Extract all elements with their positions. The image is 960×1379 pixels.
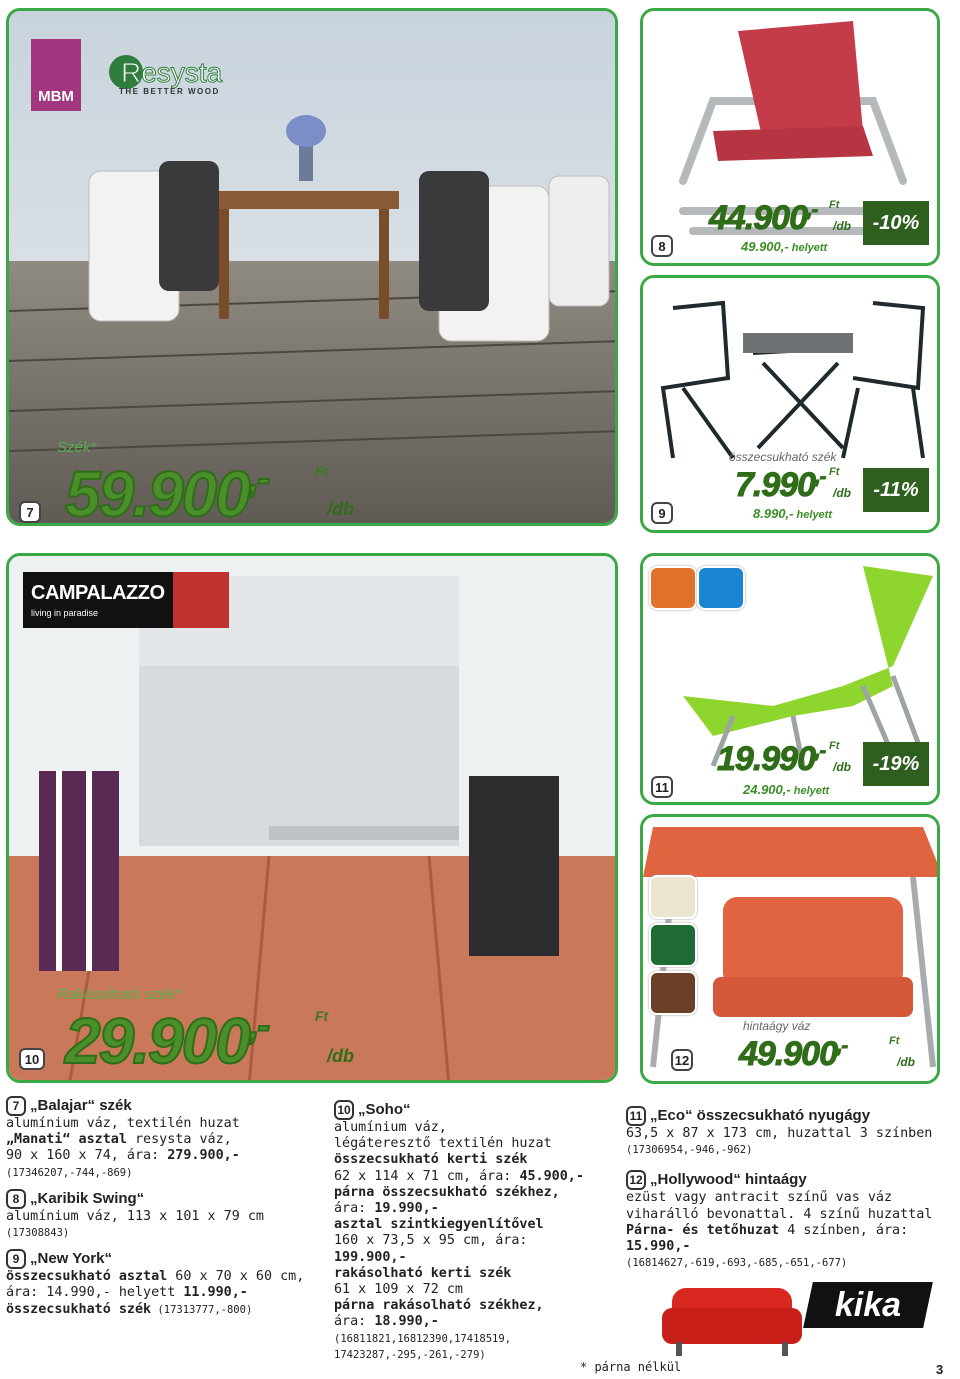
resysta-tagline: THE BETTER WOOD: [119, 87, 220, 96]
desc-10-line3: [334, 1152, 604, 1168]
desc-12-line3-text: 4 színben, ára:: [779, 1222, 909, 1238]
desc-10-line6-text: ára:: [334, 1201, 375, 1217]
currency-8: Ft: [829, 199, 840, 211]
desc-10-code1: (16811821,16812390,17418519,: [334, 1332, 512, 1345]
desc-10-code2: 17423287,-295,-261,-279): [334, 1348, 486, 1361]
color-swatch-12-brown[interactable]: [649, 971, 697, 1015]
desc-10-line8-price: 199.900,-: [334, 1249, 407, 1265]
price-9-value: 7.990: [735, 466, 816, 504]
brand-logo-resysta: [109, 55, 239, 103]
desc-10-line12-text: ára:: [334, 1314, 375, 1330]
desc-11-title: [626, 1106, 956, 1126]
desc-8-code: (17308843): [6, 1227, 70, 1240]
price-12: [739, 1035, 847, 1074]
color-swatch-12-cream[interactable]: [649, 875, 697, 919]
unit-9: /db: [833, 486, 851, 500]
desc-10-line12-price: 18.990,-: [374, 1314, 439, 1330]
price-12-dash: ,-: [837, 1035, 848, 1057]
desc-10-line10: 61 x 109 x 72 cm: [334, 1282, 463, 1298]
desc-11-code: (17306954,-946,-962): [626, 1144, 753, 1157]
desc-11-number: 11: [626, 1106, 646, 1126]
product-panel-9[interactable]: [640, 275, 940, 533]
price-9: [735, 466, 825, 505]
desc-10-line5: [334, 1185, 604, 1201]
desc-10-number: 10: [334, 1100, 354, 1120]
desc-10-line9: [334, 1266, 604, 1282]
price-10: [65, 1004, 268, 1078]
price-7: [65, 457, 268, 526]
product-number-7: 7: [19, 501, 41, 523]
desc-9-title-text: „New York“: [30, 1250, 112, 1268]
resysta-logo-text: Resysta: [121, 57, 223, 88]
currency-7: Ft: [315, 463, 329, 479]
product-panel-8[interactable]: [640, 8, 940, 266]
desc-12-number: 12: [626, 1170, 646, 1190]
product-label-10: Rakásolható szék*: [57, 986, 182, 1003]
desc-7-line1: alumínium váz, textilén huzat: [6, 1116, 240, 1131]
currency-12: Ft: [889, 1035, 900, 1047]
desc-7-line2-text: resysta váz,: [126, 1132, 232, 1148]
desc-9-line1-bold: összecsukható asztal: [6, 1269, 168, 1285]
desc-12-line1: ezüst vagy antracit színű vas váz: [626, 1190, 893, 1206]
currency-9: Ft: [829, 466, 840, 478]
desc-10-line2: légáteresztő textilén huzat: [334, 1136, 552, 1152]
old-price-8-label: helyett: [791, 242, 828, 254]
desc-7-title: [6, 1096, 306, 1116]
unit-10: /db: [327, 1046, 354, 1066]
price-10-value: 29.900: [65, 1005, 249, 1077]
price-12-value: 49.900: [739, 1035, 837, 1073]
price-11-value: 19.990: [717, 740, 815, 778]
desc-9-line1-text: 60 x 70 x 60 cm,: [167, 1269, 305, 1285]
product-number-10: 10: [19, 1048, 45, 1070]
desc-12-line3: [626, 1223, 956, 1255]
description-11-12: [626, 1106, 956, 1271]
desc-10-line12: [334, 1314, 604, 1330]
color-swatch-12-green[interactable]: [649, 923, 697, 967]
desc-10-line8: [334, 1233, 604, 1265]
desc-10-line6: [334, 1201, 604, 1217]
product-label-9: összecsukható szék: [729, 450, 837, 464]
desc-10-line8-text: 160 x 73,5 x 95 cm, ára:: [334, 1233, 528, 1249]
desc-12-line2: viharálló bevonattal. 4 színű huzattal: [626, 1206, 933, 1222]
product-number-11: 11: [651, 776, 673, 798]
campalazzo-color-block: [173, 572, 229, 628]
desc-10-line7: [334, 1217, 604, 1233]
price-8-value: 44.900: [709, 199, 807, 237]
desc-8-title: [6, 1189, 306, 1209]
page-number: 3: [936, 1362, 944, 1377]
price-9-dash: ,-: [815, 466, 826, 488]
price-7-value: 59.900: [65, 458, 249, 526]
desc-10-line6-price: 19.990,-: [374, 1201, 439, 1217]
old-price-11: [743, 782, 829, 797]
desc-9-code: (17313777,-800): [151, 1303, 253, 1316]
desc-7-line3-text: 90 x 160 x 74, ára:: [6, 1148, 168, 1164]
product-label-7: Szék*: [57, 439, 97, 456]
old-price-9-label: helyett: [796, 509, 833, 521]
campalazzo-logo-text: CAMPALAZZO: [31, 582, 165, 604]
brand-logo-campalazzo: [23, 572, 173, 628]
desc-7-price: 279.900,-: [167, 1148, 240, 1164]
desc-9-number: 9: [6, 1249, 26, 1269]
currency-11: Ft: [829, 740, 840, 752]
product-number-9: 9: [651, 502, 673, 524]
product-label-12: hintaágy váz: [743, 1019, 811, 1033]
old-price-11-label: helyett: [793, 785, 830, 797]
desc-7-line3: [6, 1148, 306, 1164]
discount-badge-11: -19%: [863, 742, 929, 786]
brand-logo-mbm: [31, 39, 81, 111]
description-10: [334, 1100, 604, 1363]
desc-9-line2: [6, 1285, 306, 1301]
price-8: [709, 199, 817, 238]
kika-logo: [803, 1282, 933, 1328]
desc-12-title: [626, 1170, 956, 1190]
desc-7-code: (17346207,-744,-869): [6, 1166, 133, 1179]
price-7-dash: ,-: [248, 457, 269, 500]
desc-9-line3: [6, 1302, 306, 1318]
desc-9-line3-bold: összecsukható szék: [6, 1301, 152, 1317]
product-number-12: 12: [671, 1049, 693, 1071]
price-11: [717, 740, 825, 779]
desc-9-title: [6, 1249, 306, 1269]
product-panel-10[interactable]: [6, 553, 618, 1083]
desc-9-line2-text: ára: 14.990,- helyett: [6, 1285, 184, 1301]
desc-10-line4: [334, 1169, 604, 1185]
kika-logo-text: kika: [834, 1285, 902, 1324]
desc-10-line4-text: 62 x 114 x 71 cm, ára:: [334, 1168, 520, 1184]
desc-12-line3-bold: Párna- és tetőhuzat: [626, 1222, 780, 1238]
color-swatch-11-blue[interactable]: [697, 566, 745, 610]
price-11-dash: ,-: [815, 740, 826, 762]
desc-10-line11-bold: párna rakásolható székhez,: [334, 1298, 544, 1314]
desc-10-line11: [334, 1298, 604, 1314]
desc-11-line1: 63,5 x 87 x 173 cm, huzattal 3 színben: [626, 1126, 933, 1141]
product-panel-7[interactable]: [6, 8, 618, 526]
sofa-image: [662, 1278, 802, 1360]
old-price-9: [753, 506, 832, 521]
old-price-8: [741, 239, 827, 254]
product-panel-11[interactable]: [640, 553, 940, 805]
unit-11: /db: [833, 760, 851, 774]
desc-7-line2-bold: „Manati“ asztal: [6, 1132, 127, 1148]
desc-10-line3-bold: összecsukható kerti szék: [334, 1152, 528, 1168]
currency-10: Ft: [315, 1008, 329, 1024]
unit-7: /db: [327, 499, 354, 519]
desc-10-line7-bold: asztal szintkiegyenlítővel: [334, 1217, 544, 1233]
desc-10-line9-bold: rakásolható kerti szék: [334, 1265, 512, 1281]
price-10-dash: ,-: [248, 1004, 269, 1047]
desc-12-code: (16814627,-619,-693,-685,-651,-677): [626, 1257, 848, 1270]
unit-8: /db: [833, 219, 851, 233]
discount-badge-8: -10%: [863, 201, 929, 245]
desc-11-title-text: „Eco“ összecsukható nyugágy: [650, 1107, 871, 1124]
desc-12-title-text: „Hollywood“ hintaágy: [650, 1171, 807, 1189]
desc-8-line1: alumínium váz, 113 x 101 x 79 cm: [6, 1208, 264, 1224]
desc-10-line5-bold: párna összecsukható székhez,: [334, 1184, 560, 1200]
color-swatch-11-orange[interactable]: [649, 566, 697, 610]
desc-8-number: 8: [6, 1189, 26, 1209]
desc-10-line1: alumínium váz,: [334, 1120, 447, 1135]
unit-12: /db: [897, 1055, 915, 1069]
description-7-8-9: [6, 1096, 306, 1318]
desc-7-line2: [6, 1132, 306, 1148]
desc-9-price: 11.990,-: [183, 1285, 248, 1301]
patio-photo-7: [9, 11, 618, 526]
price-8-dash: ,-: [807, 199, 818, 221]
mbm-logo-text: MBM: [38, 88, 74, 105]
desc-12-price: 15.990,-: [626, 1239, 691, 1255]
campalazzo-tagline: living in paradise: [31, 608, 99, 618]
old-price-11-value: 24.900,-: [743, 782, 791, 797]
desc-10-line4-price: 45.900,-: [519, 1168, 584, 1184]
desc-8-title-text: „Karibik Swing“: [30, 1189, 145, 1207]
old-price-8-value: 49.900,-: [741, 239, 789, 254]
product-panel-12[interactable]: [640, 814, 940, 1084]
footnote: * párna nélkül: [580, 1360, 682, 1374]
product-number-8: 8: [651, 235, 673, 257]
desc-10-title: [334, 1100, 604, 1120]
discount-badge-9: -11%: [863, 468, 929, 512]
desc-9-line1: [6, 1269, 306, 1285]
old-price-9-value: 8.990,-: [753, 506, 794, 521]
desc-7-number: 7: [6, 1096, 26, 1116]
desc-10-title-text: „Soho“: [358, 1101, 411, 1118]
desc-7-title-text: „Balajar“ szék: [30, 1097, 132, 1114]
